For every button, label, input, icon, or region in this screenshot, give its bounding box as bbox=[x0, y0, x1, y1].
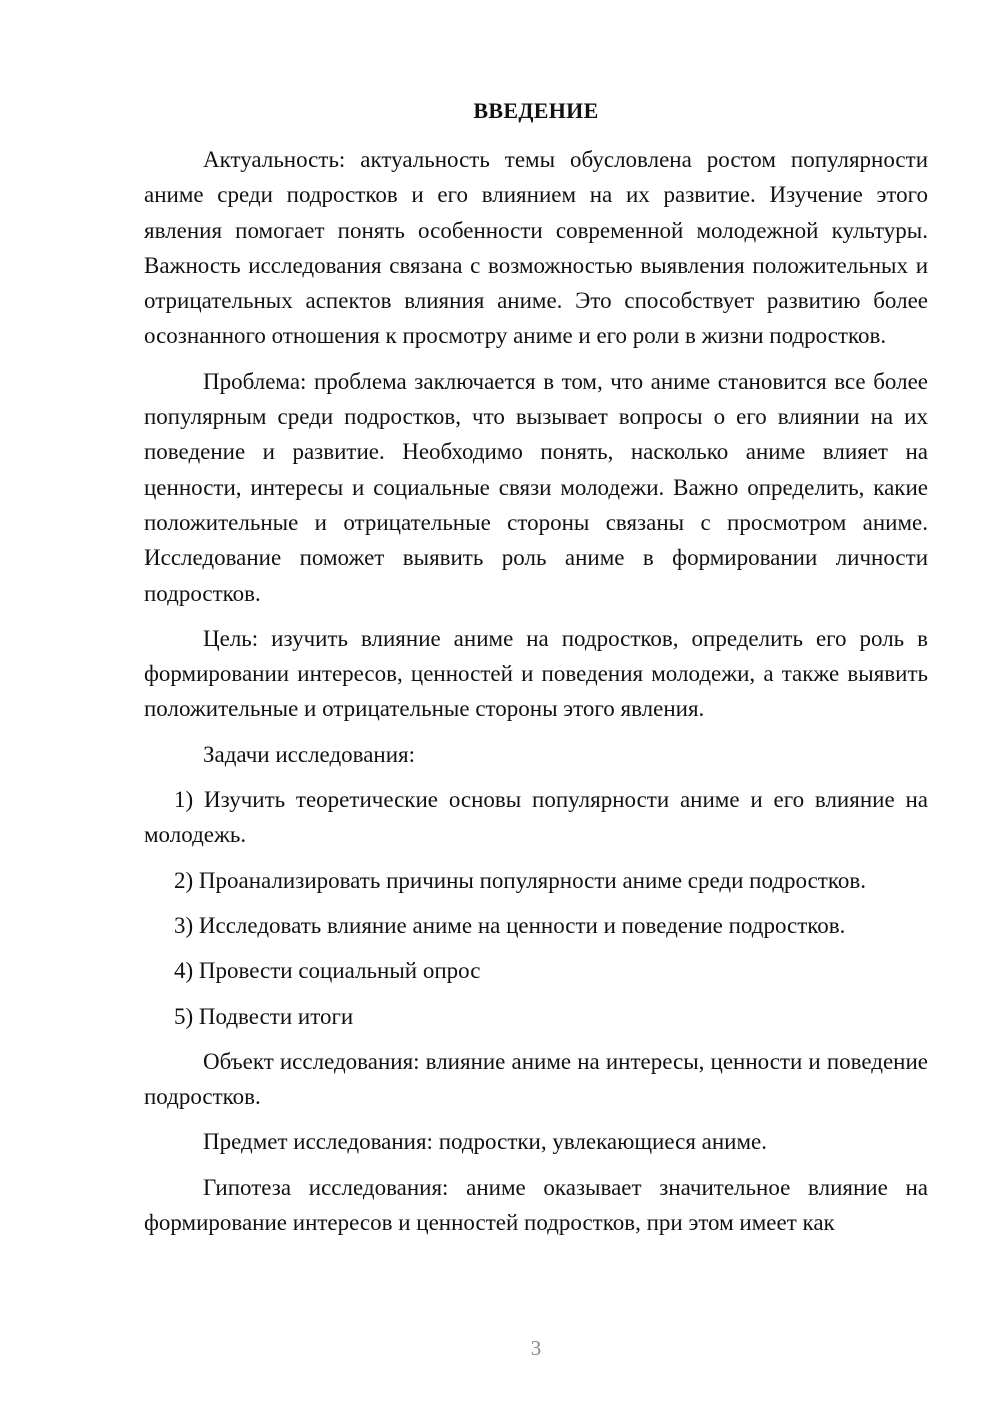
page-number: 3 bbox=[530, 1336, 542, 1360]
task-item-2: 2) Проанализировать причины популярности аниме среди подростков. bbox=[174, 867, 866, 893]
task-item-3: 3) Исследовать влияние аниме на ценности и поведение подростков. bbox=[174, 912, 846, 938]
paragraph-subject: Предмет исследования: подростки, увлекающиеся аниме. bbox=[203, 1129, 767, 1155]
task-item-1: 1) Изучить теоретические основы популярности аниме и его влияние на молодежь. bbox=[144, 787, 928, 848]
paragraph-goal: Цель: изучить влияние аниме на подростков, определить его роль в формировании интересов, ценностей и поведения молодежи, а также выявить положительные и отрицательные стороны этого явления. bbox=[144, 625, 928, 722]
paragraph-tasks-title: Задачи исследования: bbox=[203, 741, 416, 767]
section-heading: ВВЕДЕНИЕ bbox=[473, 98, 599, 123]
task-item-4: 4) Провести социальный опрос bbox=[174, 958, 481, 984]
task-item-5: 5) Подвести итоги bbox=[174, 1003, 354, 1029]
paragraph-relevance: Актуальность: актуальность темы обусловлена ростом популярности аниме среди подростков и его влиянием на их развитие. Изучение этого явления помогает понять особенности современной молодежной культуры. Важность исследования связана с возможностью выявления положительных и отрицательных аспектов влияния аниме. Это способствует развитию более осознанного отношения к просмотру аниме и его роли в жизни подростков. bbox=[144, 147, 928, 349]
body-text bbox=[144, 142, 928, 1240]
paragraph-problem: Проблема: проблема заключается в том, что аниме становится все более популярным среди подростков, что вызывает вопросы о его влиянии на их поведение и развитие. Необходимо понять, насколько аниме влияет на ценности, интересы и социальные связи молодежи. Важно определить, какие положительные и отрицательные стороны связаны с просмотром аниме. Исследование поможет выявить роль аниме в формировании личности подростков. bbox=[144, 368, 928, 606]
paragraph-object: Объект исследования: влияние аниме на интересы, ценности и поведение подростков. bbox=[144, 1048, 928, 1110]
paragraph-hypothesis: Гипотеза исследования: аниме оказывает значительное влияние на формирование интересов и ценностей подростков, при этом имеет как bbox=[144, 1174, 928, 1236]
